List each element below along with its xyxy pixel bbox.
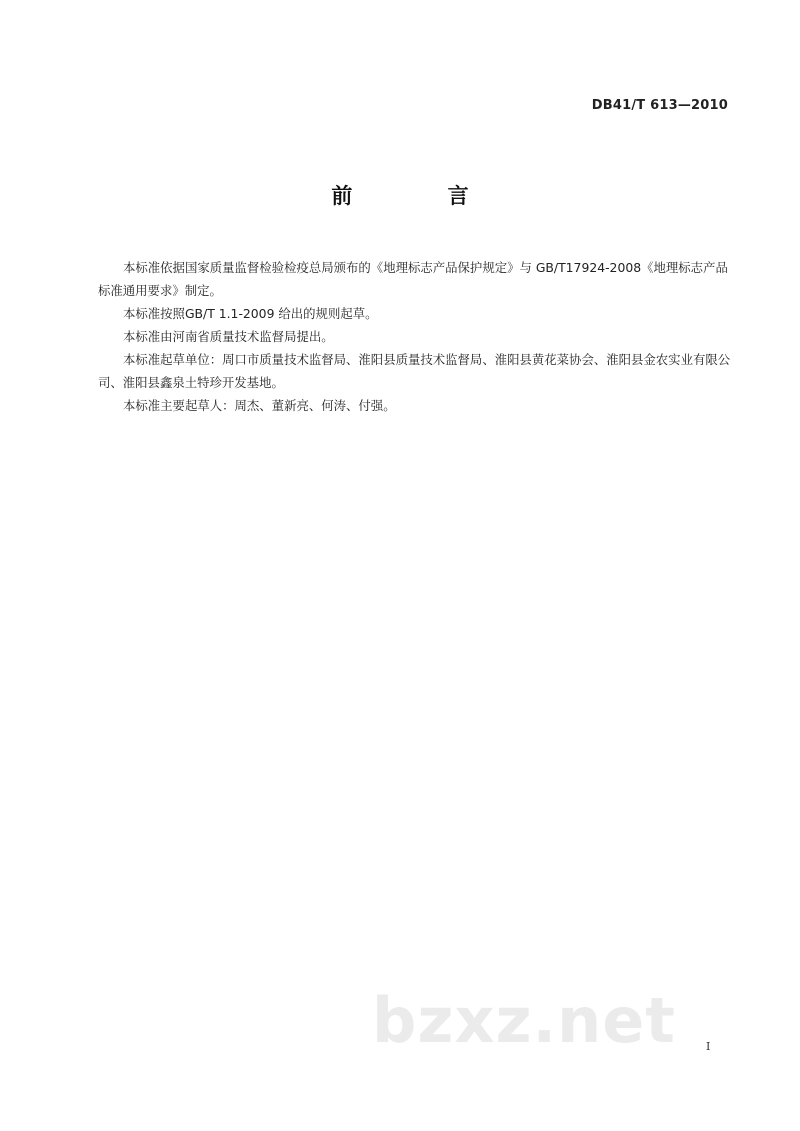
paragraph-drafters: 本标准主要起草人：周杰、董新亮、何涛、付强。 — [123, 398, 396, 413]
paragraph-basis: 本标准依据国家质量监督检验检疫总局颁布的《地理标志产品保护规定》与 GB/T17924-2008《地理标志产品标准通用要求》制定。 — [98, 260, 728, 298]
paragraph-proposer: 本标准由河南省质量技术监督局提出。 — [123, 329, 334, 344]
watermark-logo: bzxz.net — [372, 984, 676, 1057]
standard-code: DB41/T 613—2010 — [591, 98, 728, 113]
page-title: 前 言 — [331, 184, 513, 208]
paragraph-drafting-units: 本标准起草单位：周口市质量技术监督局、淮阳县质量技术监督局、淮阳县黄花菜协会、淮阳县金农实业有限公司、淮阳县鑫泉土特珍开发基地。 — [98, 352, 731, 390]
paragraph-drafting-rules: 本标准按照GB/T 1.1-2009 给出的规则起草。 — [123, 306, 378, 321]
page-number: I — [706, 1040, 711, 1053]
foreword-body — [98, 256, 738, 417]
